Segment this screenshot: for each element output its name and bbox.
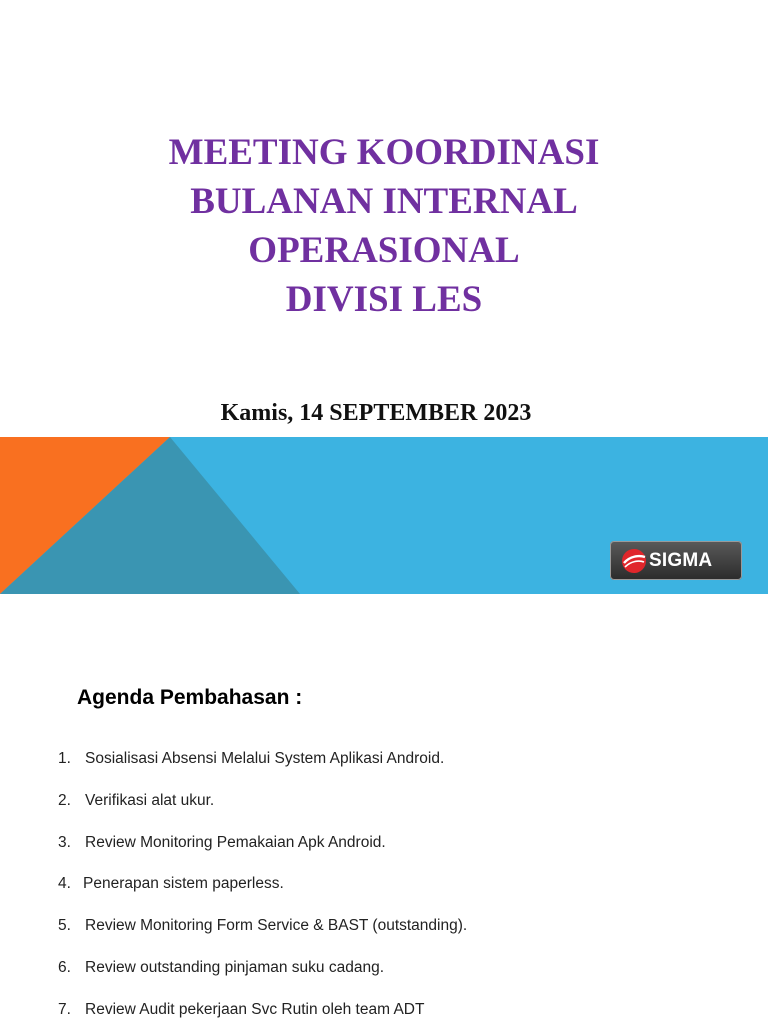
agenda-heading: Agenda Pembahasan :: [77, 686, 303, 709]
list-item: [58, 834, 467, 876]
list-item: [58, 750, 467, 792]
logo-text: SIGMA: [649, 549, 713, 571]
list-item: [58, 917, 467, 959]
sigma-logo: [610, 541, 742, 580]
agenda-list: [58, 750, 467, 1024]
list-item: [58, 1001, 467, 1024]
sigma-logo-icon: [620, 547, 648, 575]
title-line-2: BULANAN INTERNAL: [190, 181, 578, 222]
title-line-4: DIVISI LES: [285, 279, 483, 320]
list-item-text: Review Audit pekerjaan Svc Rutin oleh team ADT: [85, 1000, 425, 1018]
list-item: [58, 792, 467, 834]
list-item-number: 7.: [58, 1000, 71, 1018]
list-item-number: 4.: [58, 875, 71, 893]
list-item-number: 6.: [58, 958, 71, 976]
list-item-text: Verifikasi alat ukur.: [85, 791, 215, 809]
list-item-number: 2.: [58, 791, 71, 809]
list-item-number: 5.: [58, 917, 71, 935]
list-item-text: Review outstanding pinjaman suku cadang.: [85, 958, 384, 976]
title-line-3: OPERASIONAL: [248, 230, 520, 271]
list-item-text: Review Monitoring Pemakaian Apk Android.: [85, 833, 386, 851]
title-line-1: MEETING KOORDINASI: [168, 132, 600, 173]
list-item-number: 3.: [58, 833, 71, 851]
slide-title: [0, 128, 768, 324]
list-item: [58, 959, 467, 1001]
list-item-text: Sosialisasi Absensi Melalui System Aplikasi Android.: [85, 750, 445, 767]
list-item: [58, 875, 467, 917]
meeting-date: Kamis, 14 SEPTEMBER 2023: [220, 400, 532, 426]
list-item-number: 1.: [58, 750, 71, 767]
list-item-text: Penerapan sistem paperless.: [83, 875, 284, 893]
list-item-text: Review Monitoring Form Service & BAST (outstanding).: [85, 917, 468, 935]
